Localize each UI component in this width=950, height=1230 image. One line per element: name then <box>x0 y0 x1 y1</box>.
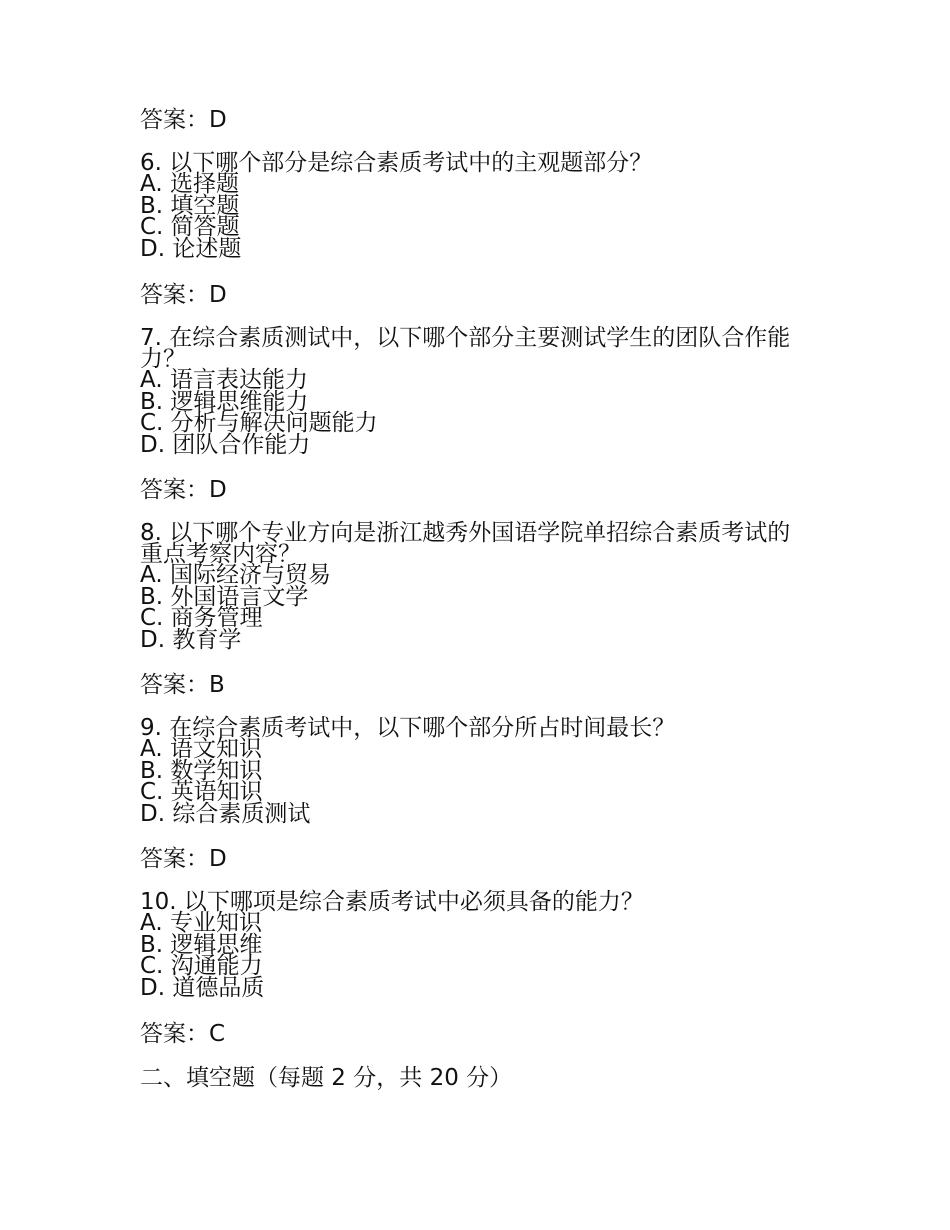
question-9 <box>140 715 800 827</box>
answer-question-5: 答案：D <box>140 107 227 133</box>
question-10-option-d: D. 道德品质 <box>140 974 265 1001</box>
question-7 <box>140 325 800 458</box>
question-10-text: 10. 以下哪项是综合素质考试中必须具备的能力？ <box>140 889 644 915</box>
question-10 <box>140 889 800 1001</box>
question-9-text: 9. 在综合素质考试中，以下哪个部分所占时间最长？ <box>140 715 676 741</box>
question-7-text: 7. 在综合素质测试中，以下哪个部分主要测试学生的团队合作能力？ <box>140 325 791 372</box>
question-6-option-a: A. 选择题 <box>140 171 239 197</box>
question-8-option-d: D. 教育学 <box>140 626 242 653</box>
question-9-option-a: A. 语文知识 <box>140 736 262 762</box>
question-8-option-c: C. 商务管理 <box>140 605 263 631</box>
question-6-option-b: B. 填空题 <box>140 192 240 219</box>
question-10-option-a: A. 专业知识 <box>140 910 262 936</box>
question-7-option-d: D. 团队合作能力 <box>140 431 311 458</box>
question-6-option-c: C. 简答题 <box>140 214 240 240</box>
section-heading-fill-in-the-blank: 二、填空题（每题 2 分，共 20 分） <box>140 1065 513 1091</box>
answer-question-8: 答案：B <box>140 672 225 698</box>
answer-question-10: 答案：C <box>140 1021 226 1047</box>
answer-question-6: 答案：D <box>140 282 227 308</box>
question-6 <box>140 150 800 262</box>
question-8 <box>140 520 800 653</box>
question-8-option-b: B. 外国语言文学 <box>140 583 309 610</box>
question-6-text: 6. 以下哪个部分是综合素质考试中的主观题部分？ <box>140 150 653 176</box>
answer-question-7: 答案：D <box>140 477 227 503</box>
question-6-option-d: D. 论述题 <box>140 235 242 262</box>
question-9-option-d: D. 综合素质测试 <box>140 800 311 827</box>
question-7-option-a: A. 语言表达能力 <box>140 367 308 393</box>
question-10-option-c: C. 沟通能力 <box>140 953 263 979</box>
question-9-option-b: B. 数学知识 <box>140 757 263 784</box>
question-8-text: 8. 以下哪个专业方向是浙江越秀外国语学院单招综合素质考试的重点考察内容？ <box>140 520 791 567</box>
question-7-option-b: B. 逻辑思维能力 <box>140 388 309 415</box>
question-9-option-c: C. 英语知识 <box>140 779 263 805</box>
question-10-option-b: B. 逻辑思维 <box>140 931 263 958</box>
question-8-option-a: A. 国际经济与贸易 <box>140 562 331 588</box>
question-7-option-c: C. 分析与解决问题能力 <box>140 410 378 436</box>
answer-question-9: 答案：D <box>140 846 227 872</box>
